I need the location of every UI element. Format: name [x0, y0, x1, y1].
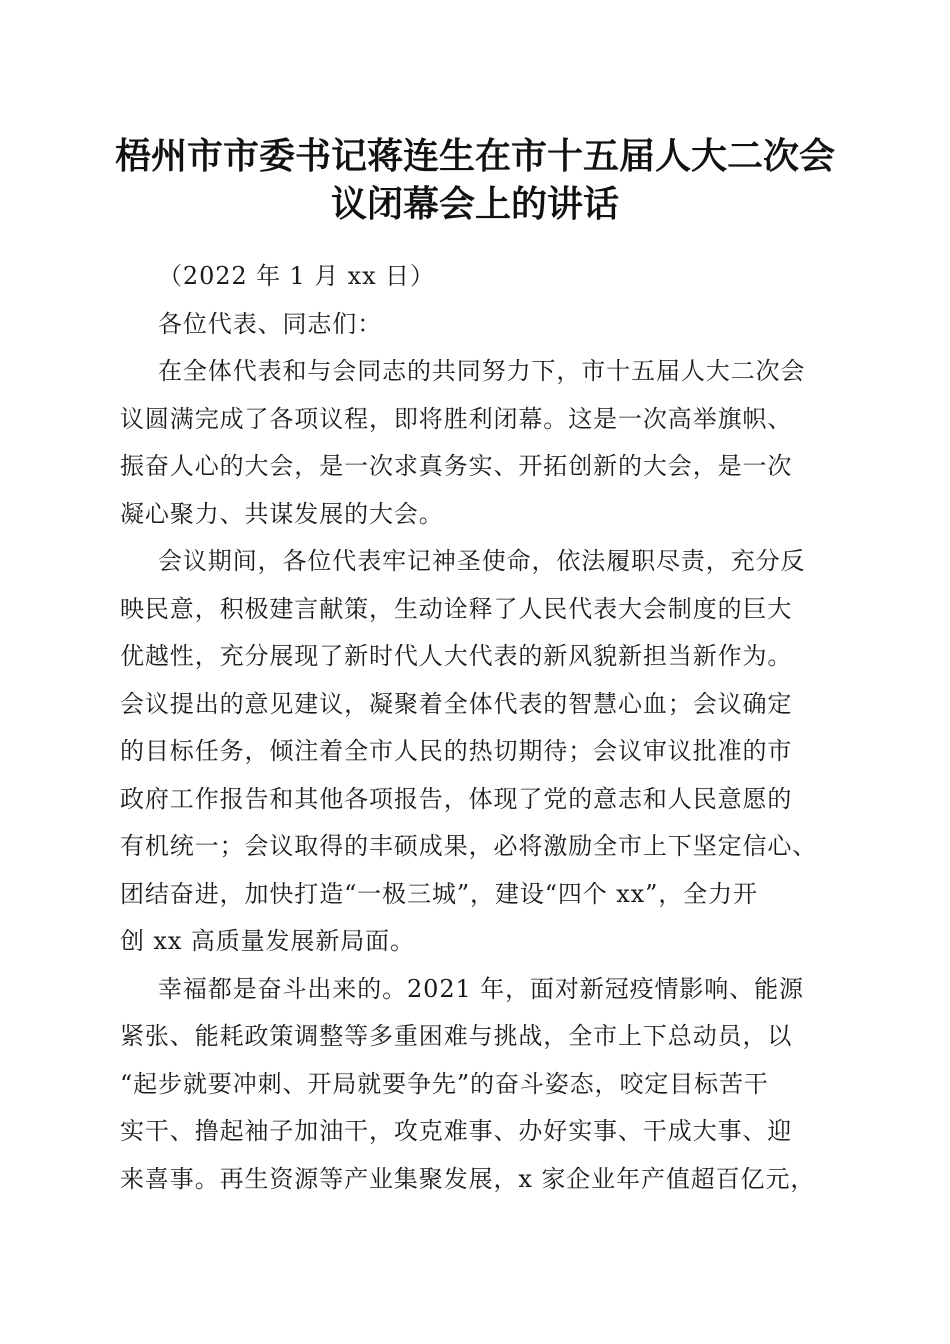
paragraph-line: 来喜事。再生资源等产业集聚发展，x 家企业年产值超百亿元，: [120, 1164, 816, 1193]
paragraph-line: 议圆满完成了各项议程，即将胜利闭幕。这是一次高举旗帜、: [120, 404, 793, 433]
title-line: 议闭幕会上的讲话: [330, 183, 619, 225]
paragraph-line: 有机统一；会议取得的丰硕成果，必将激励全市上下坚定信心、: [120, 832, 818, 860]
paragraph-line: 的目标任务，倾注着全市人民的热切期待；会议审议批准的市: [120, 737, 793, 765]
paragraph-line: 团结奋进，加快打造“一极三城”，建设“四个 xx”，全力开: [120, 879, 758, 908]
paragraph-line: “起步就要冲刺、开局就要争先”的奋斗姿态，咬定目标苦干: [120, 1069, 769, 1098]
paragraph-2: [120, 538, 826, 966]
paragraph-line: 振奋人心的大会，是一次求真务实、开拓创新的大会，是一次: [120, 452, 793, 480]
paragraph-line: 政府工作报告和其他各项报告，体现了党的意志和人民意愿的: [120, 784, 793, 813]
document-body: [120, 253, 826, 1203]
paragraph-line: 实干、撸起袖子加油干，攻克难事、办好实事、干成大事、迎: [120, 1117, 793, 1145]
salutation: 各位代表、同志们：: [158, 309, 383, 338]
paragraph-1: [120, 348, 826, 538]
document-date: （2022 年 1 月 xx 日）: [158, 262, 435, 290]
document-title: [100, 132, 850, 228]
paragraph-3: [120, 966, 826, 1204]
paragraph-line: 创 xx 高质量发展新局面。: [120, 927, 415, 955]
paragraph-line: 幸福都是奋斗出来的。2021 年，面对新冠疫情影响、能源: [158, 974, 804, 1003]
paragraph-line: 凝心聚力、共谋发展的大会。: [120, 499, 444, 528]
paragraph-line: 会议期间，各位代表牢记神圣使命，依法履职尽责，充分反: [158, 547, 806, 575]
paragraph-line: 在全体代表和与会同志的共同努力下，市十五届人大二次会: [158, 357, 806, 385]
paragraph-line: 优越性，充分展现了新时代人大代表的新风貌新担当新作为。: [120, 642, 793, 670]
paragraph-line: 会议提出的意见建议，凝聚着全体代表的智慧心血；会议确定: [120, 689, 793, 718]
title-line: 梧州市市委书记蒋连生在市十五届人大二次会: [114, 135, 835, 177]
paragraph-line: 紧张、能耗政策调整等多重困难与挑战，全市上下总动员，以: [120, 1022, 793, 1050]
paragraph-line: 映民意，积极建言献策，生动诠释了人民代表大会制度的巨大: [120, 594, 793, 623]
